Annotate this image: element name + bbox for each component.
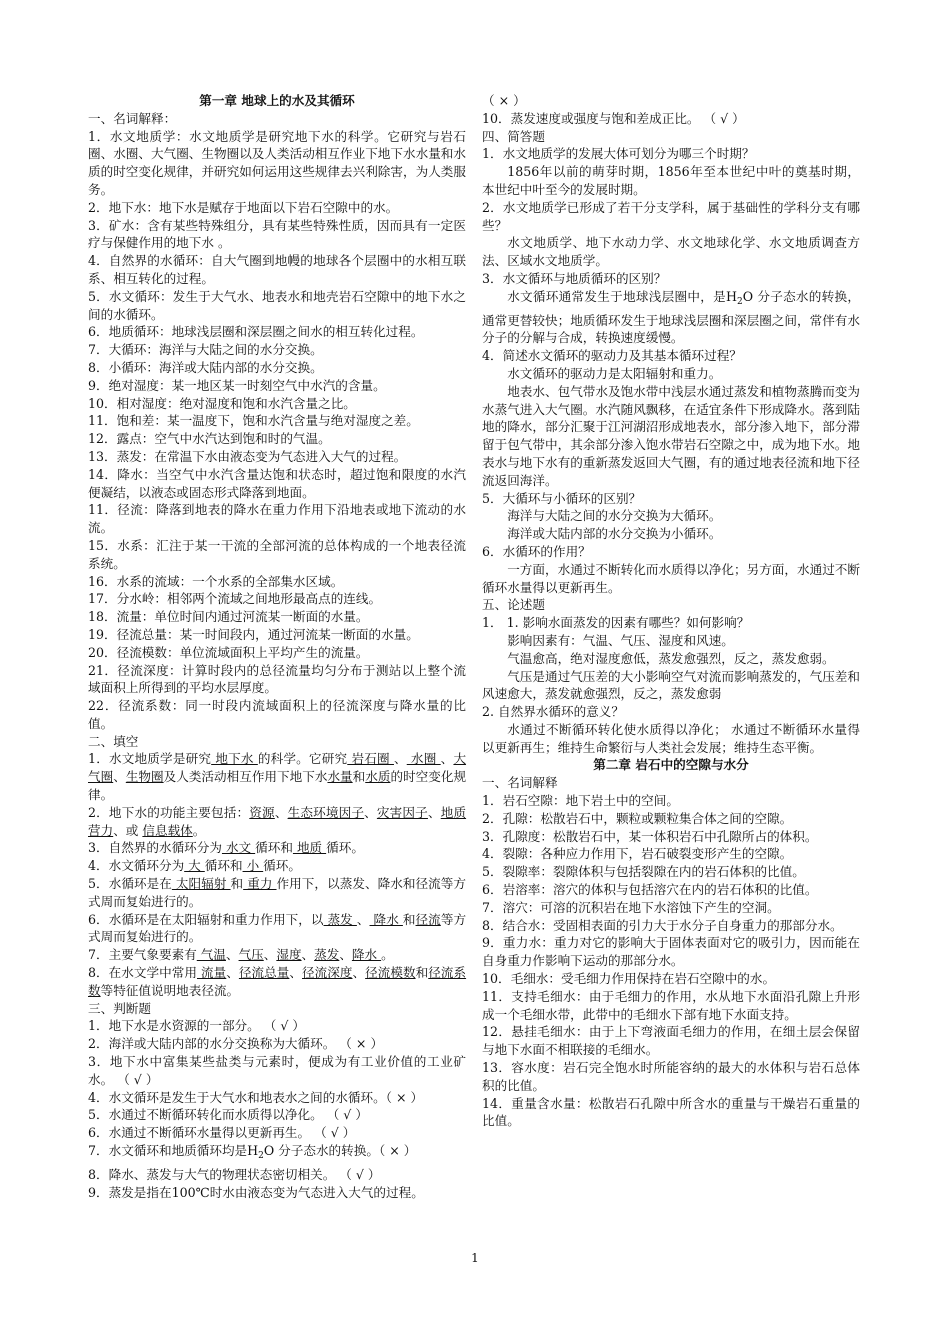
paragraph: 6．水循环是在太阳辐射和重力作用下，以 蒸发 、 降水 和径流等方式周而复始进行的。 [88,911,467,945]
paragraph: 11．支持毛细水：由于毛细力的作用，水从地下水面沿孔隙上升形成一个毛细水带，此带中的毛细水下部有地下水面支持。 [482,988,860,1022]
paragraph: 14．重量含水量：松散岩石孔隙中所含水的重量与干燥岩石重量的比值。 [482,1095,860,1129]
paragraph: 一、名词解释： [88,110,177,126]
paragraph: 13．蒸发：在常温下水由液态变为气态进入大气的过程。 [88,448,407,464]
paragraph: 7．水文循环和地质循环均是$H_2O$ 分子态水的转换。（ × ） [88,1143,417,1162]
paragraph: 4．自然界的水循环：自大气圈到地幔的地球各个层圈中的水相互联系、相互转化的过程。 [88,253,466,286]
paragraph: 9．重力水：重力对它的影响大于固体表面对它的吸引力，因而能在自身重力作影响下运动的那部分水。 [482,935,860,969]
paragraph: 5．水文循环：发生于大气水、地表水和地壳岩石空隙中的地下水之间的水循环。 [88,288,466,322]
paragraph: 12．露点：空气中水汽达到饱和时的气温。 [88,431,331,447]
paragraph: 2．地下水的功能主要包括：资源、生态环境因子、灾害因子、地质营力、或 信息载体。 [88,804,467,838]
paragraph: 水文循环通常发生于地球浅层圈中，是$H_2O$ 分子态水的转换，通常更替较快；地质循环发生于地球浅层圈和深层圈之间，常伴有水分子的分解与合成，转换速度缓慢。 [482,288,861,346]
paragraph: 21．径流深度：计算时段内的总径流量均匀分布于测站以上整个流域面积上所得到的平均水层厚度。 [88,662,466,696]
paragraph: 4．水文循环是发生于大气水和地表水之间的水循环。（ × ） [88,1089,424,1105]
paragraph: 10．蒸发速度或强度与饱和差成正比。 （ √ ） [482,110,745,126]
paragraph: 12．悬挂毛细水：由于上下弯液面毛细力的作用，在细土层会保留与地下水面不相联接的毛细水。 [482,1024,860,1058]
paragraph: 3．孔隙度：松散岩石中，某一体积岩石中孔隙所占的体积。 [482,828,818,844]
page-number: 1 [471,1251,479,1265]
paragraph: 一、名词解释 [482,775,558,791]
paragraph: 7．溶穴：可溶的沉积岩在地下水溶蚀下产生的空洞。 [482,899,780,915]
left-column [88,92,466,1201]
paragraph: 8．在水文学中常用 流量、径流总量、径流深度、径流模数和径流系数等特征值说明地表径流。 [88,965,467,998]
paragraph: 3．矿水：含有某些特殊组分，具有某些特殊性质，因而具有一定医疗与保健作用的地下水 。 [88,217,466,251]
paragraph: 1．水文地质学：水文地质学是研究地下水的科学。它研究与岩石圈、水圈、大气圈、生物圈以及人类活动相互作业下地下水水量和水质的时空变化规律，并研究如何运用这些规律去兴利除害，为人类服务。 [88,128,466,197]
paragraph: 8．降水、蒸发与大气的物理状态密切相关。 （ √ ） [88,1166,381,1182]
paragraph: 10．相对湿度：绝对湿度和饱和水汽含量之比。 [88,395,356,411]
paragraph: 地表水、包气带水及饱水带中浅层水通过蒸发和植物蒸腾而变为水蒸气进入大气圈。水汽随风飘移，在适宜条件下形成降水。落到陆地的降水，部分汇聚于江河湖沼形成地表水，部分渗入地下，部分滞留于包气带中，其余部分渗入饱水带岩石空隙之中，成为地下水。地表水与地下水有的重新蒸发返回大气圈，有的通过地表径流和地下径流返回海洋。 [482,383,860,488]
paragraph: 11．径流：降落到地表的降水在重力作用下沿地表或地下流动的水流。 [88,502,466,536]
right-column [482,92,860,1130]
paragraph: 9．绝对湿度：某一地区某一时刻空气中水汽的含量。 [88,377,386,393]
paragraph: 1．水文地质学是研究 地下水 的科学。它研究 岩石圈 、 水圈 、大气圈、生物圈及人类活动相互作用下地下水水量和水质的时空变化规律。 [88,751,467,803]
paragraph: 影响因素有：气温、气压、湿度和风速。 [507,632,734,648]
paragraph: 18．流量：单位时间内通过河流某一断面的水量。 [88,609,369,625]
paragraph: 1．岩石空隙：地下岩土中的空间。 [482,793,679,809]
paragraph: 7．大循环：海洋与大陆之间的水分交换。 [88,342,323,358]
paragraph: 2．地下水：地下水是赋存于地面以下岩石空隙中的水。 [88,199,399,215]
paragraph: 6．地质循环：地球浅层圈和深层圈之间水的相互转化过程。 [88,324,424,340]
paragraph: 三、判断题 [88,1000,151,1016]
paragraph: 海洋与大陆之间的水分交换为大循环。 [507,508,722,524]
paragraph: 1．地下水是水资源的一部分。 （ √ ） [88,1018,305,1034]
paragraph: 1．水文地质学的发展大体可划分为哪三个时期？ [482,146,755,162]
paragraph: 海洋或大陆内部的水分交换为小循环。 [507,526,722,542]
paragraph: 8．小循环：海洋或大陆内部的水分交换。 [88,359,323,375]
paragraph: 10．毛细水：受毛细力作用保持在岩石空隙中的水。 [482,971,776,987]
paragraph: 五、论述题 [482,597,545,613]
paragraph: 16．水系的流域：一个水系的全部集水区域。 [88,573,344,589]
paragraph: 3．自然界的水循环分为 水文 循环和 地质 循环。 [88,840,364,856]
paragraph: 4．水文循环分为 大 循环和 小 循环。 [88,858,301,874]
paragraph: 气压是通过气压差的大小影响空气对流而影响蒸发的，气压差和风速愈大，蒸发就愈强烈，反之，蒸发愈弱 [482,668,860,702]
paragraph: 四、简答题 [482,128,545,144]
paragraph: 20．径流模数：单位流域面积上平均产生的流量。 [88,644,369,660]
paragraph: 5．裂隙率：裂隙体积与包括裂隙在内的岩石体积的比值。 [482,864,805,880]
paragraph: 1856年以前的萌芽时期，1856年至本世纪中叶的奠基时期，本世纪中叶至今的发展时期。 [482,164,860,197]
paragraph: 15．水系：汇注于某一干流的全部河流的总体构成的一个地表径流系统。 [88,537,466,571]
paragraph: 二、填空 [88,733,139,749]
paragraph: （ × ） [482,93,526,108]
paragraph: 3．水文循环与地质循环的区别？ [482,270,667,286]
paragraph: 6．水通过不断循环水量得以更新再生。 （ √ ） [88,1125,356,1141]
paragraph: 19．径流总量：某一时间段内，通过河流某一断面的水量。 [88,626,419,642]
paragraph: 2. 自然界水循环的意义？ [482,704,624,720]
paragraph: 8．结合水：受固相表面的引力大于水分子自身重力的那部分水。 [482,917,843,933]
paragraph: 2．孔隙：松散岩石中，颗粒或颗粒集合体之间的空隙。 [482,810,793,826]
chapter-title: 第一章 地球上的水及其循环 [199,93,355,108]
paragraph: 6．岩溶率：溶穴的体积与包括溶穴在内的岩石体积的比值。 [482,882,818,898]
paragraph: 5．水循环是在 太阳辐射 和 重力 作用下，以蒸发、降水和径流等方式周而复始进行的。 [88,876,467,909]
paragraph: 一方面，水通过不断转化而水质得以净化；另方面，水通过不断循环水量得以更新再生。 [482,561,860,595]
paragraph: 13．容水度：岩石完全饱水时所能容纳的最大的水体积与岩石总体积的比值。 [482,1060,860,1093]
paragraph: 3．地下水中富集某些盐类与元素时，便成为有工业价值的工业矿水。 （ √ ） [88,1054,466,1087]
paragraph: 17．分水岭：相邻两个流域之间地形最高点的连线。 [88,591,382,607]
paragraph: 5．大循环与小循环的区别？ [482,490,642,506]
paragraph: 气温愈高，绝对湿度愈低，蒸发愈强烈，反之，蒸发愈弱。 [507,650,835,666]
paragraph: 22．径流系数：同一时段内流域面积上的径流深度与降水量的比值。 [88,698,466,731]
paragraph: 1． 1. 影响水面蒸发的因素有哪些？如何影响？ [482,615,750,631]
paragraph: 水文循环的驱动力是太阳辐射和重力。 [507,365,722,381]
paragraph: 4．裂隙：各种应力作用下，岩石破裂变形产生的空隙。 [482,846,793,862]
paragraph: 6．水循环的作用？ [482,543,591,559]
paragraph: 11．饱和差：某一温度下，饱和水汽含量与绝对湿度之差。 [88,413,419,429]
chapter-title: 第二章 岩石中的空隙与水分 [593,757,749,773]
paragraph: 7．主要气象要素有 气温、气压、湿度、蒸发、降水 。 [88,947,394,963]
paragraph: 2．海洋或大陆内部的水分交换称为大循环。 （ × ） [88,1036,384,1052]
paragraph: 2．水文地质学已形成了若干分支学科，属于基础性的学科分支有哪些？ [482,199,860,233]
paragraph: 水通过不断循环转化使水质得以净化； 水通过不断循环水量得以更新再生；维持生命繁衍与人类社会发展；维持生态平衡。 [482,721,860,755]
paragraph: 9．蒸发是指在100℃时水由液态变为气态进入大气的过程。 [88,1184,424,1200]
paragraph: 水文地质学、地下水动力学、水文地球化学、水文地质调查方法、区域水文地质学。 [482,235,860,269]
paragraph: 5．水通过不断循环转化而水质得以净化。 （ √ ） [88,1107,368,1123]
paragraph: 14．降水：当空气中水汽含量达饱和状态时，超过饱和限度的水汽便凝结，以液态或固态形式降落到地面。 [88,466,466,500]
paragraph: 4．简述水文循环的驱动力及其基本循环过程？ [482,348,742,364]
